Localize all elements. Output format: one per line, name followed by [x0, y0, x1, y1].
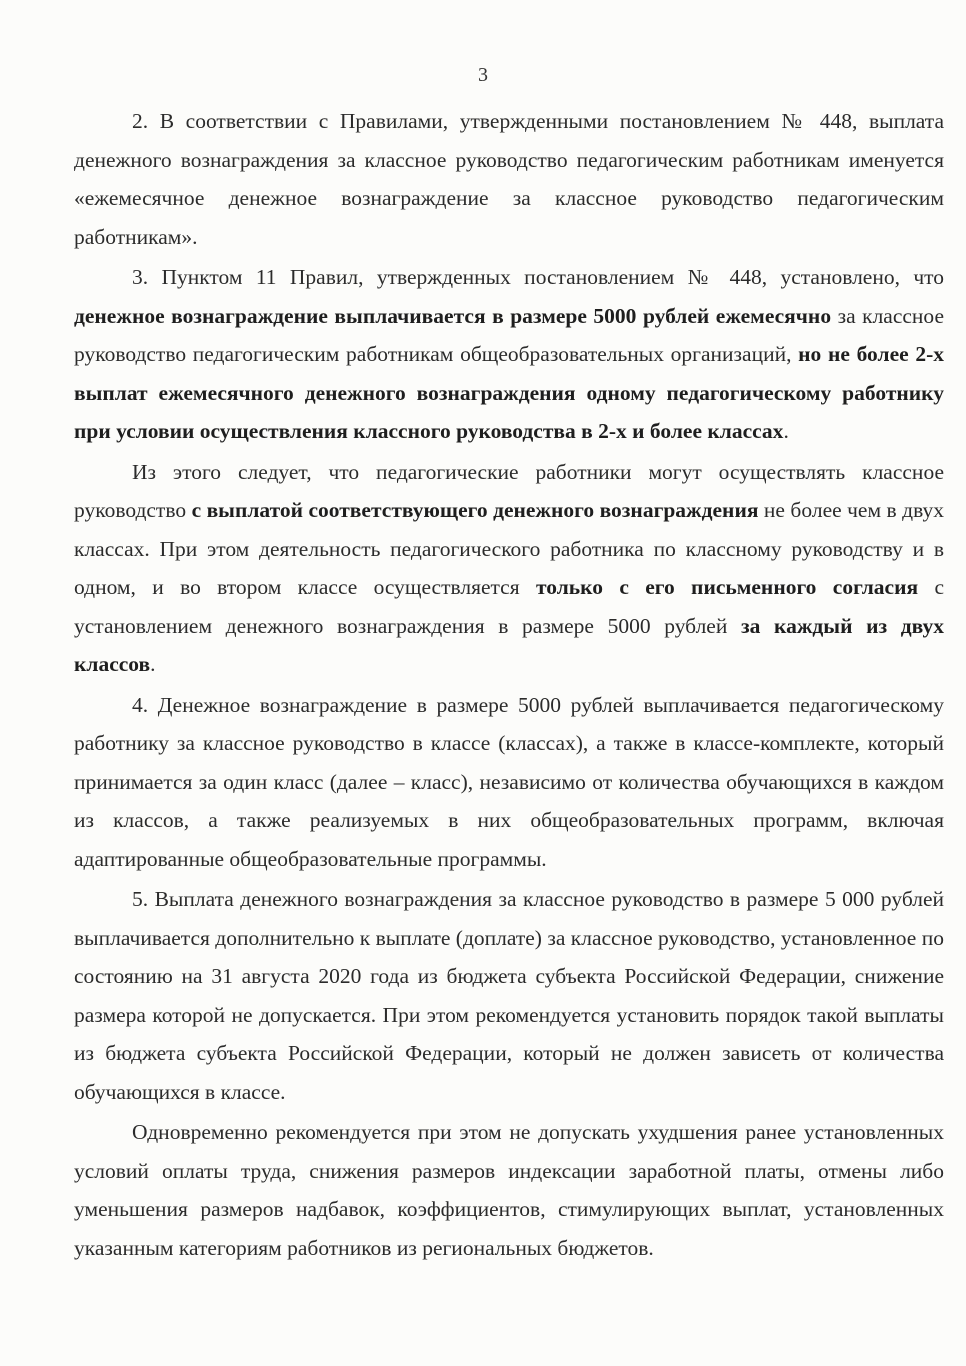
paragraph-6	[74, 1113, 944, 1267]
paragraph-5	[74, 880, 944, 1111]
paragraph-conclusion-bold-1: с выплатой соответствующего денежного вознаграждения	[191, 498, 759, 522]
paragraph-3-text-3: .	[783, 419, 789, 443]
paragraph-4-text: 4. Денежное вознаграждение в размере 5000 рублей выплачивается педагогическому работнику за классное руководство в классе (классах), а также в классе-комплекте, который принимается за один класс (далее – класс), независимо от количества обучающихся в каждом из классов, а также реализуемых в них общеобразовательных программ, включая адаптированные общеобразовательные программы.	[74, 692, 944, 871]
paragraph-5-text: 5. Выплата денежного вознаграждения за классное руководство в размере 5 000 рублей выплачивается дополнительно к выплате (доплате) за классное руководство, установленное по состоянию на 31 августа 2020 года из бюджета субъекта Российской Федерации, снижение размера которой не допускается. При этом рекомендуется установить порядок такой выплаты из бюджета субъекта Российской Федерации, который не должен зависеть от количества обучающихся в классе.	[74, 887, 944, 1104]
paragraph-6-text: Одновременно рекомендуется при этом не допускать ухудшения ранее установленных условий оплаты труда, снижения размеров индексации заработной платы, отмены либо уменьшения размеров надбавок, коэффициентов, стимулирующих выплат, установленных указанным категориям работников из региональных бюджетов.	[74, 1120, 944, 1260]
paragraph-conclusion-text-4: .	[150, 652, 156, 676]
paragraph-conclusion-text-1: Из этого следует, что педагогические работники могут осуществлять классное руководство	[74, 459, 944, 522]
paragraph-3-text-2: за классное руководство педагогическим работникам общеобразовательных организаций,	[74, 303, 944, 366]
paragraph-4	[74, 686, 944, 879]
paragraph-conclusion-text-2: не более чем в двух классах. При этом деятельность педагогического работника по классному руководству и в одном, и во втором классе осуществляется	[74, 498, 945, 599]
document-body	[74, 102, 944, 1267]
page-number: 3	[478, 64, 488, 86]
paragraph-3	[74, 258, 944, 451]
paragraph-conclusion	[74, 453, 944, 684]
paragraph-conclusion-bold-3: за каждый из двух классов	[74, 613, 944, 676]
paragraph-2-text: 2. В соответствии с Правилами, утвержденными постановлением № 448, выплата денежного вознаграждения за классное руководство педагогическим работникам именуется «ежемесячное денежное вознаграждение за классное руководство педагогическим работникам».	[74, 109, 944, 249]
paragraph-3-text-1: 3. Пунктом 11 Правил, утвержденных постановлением № 448, установлено, что	[132, 265, 944, 289]
paragraph-3-bold-2: но не более 2-х выплат ежемесячного денежного вознаграждения одному педагогическому работнику при условии осуществления классного руководства в 2-х и более классах	[74, 342, 944, 443]
paragraph-3-bold-1: денежное вознаграждение выплачивается в размере 5000 рублей ежемесячно	[74, 303, 832, 328]
paragraph-2	[74, 102, 944, 256]
paragraph-conclusion-text-3: с установлением денежного вознаграждения в размере 5000 рублей	[74, 575, 945, 638]
paragraph-conclusion-bold-2: только с его письменного согласия	[535, 575, 919, 599]
